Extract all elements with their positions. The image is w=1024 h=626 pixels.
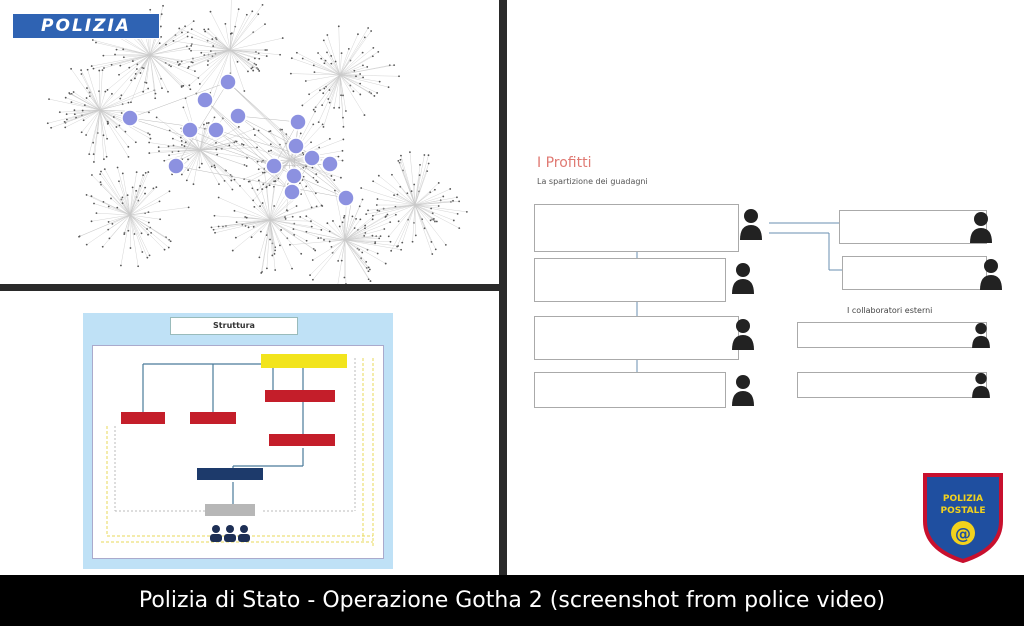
network-hub-node [168,158,184,174]
badge-at-symbol: @ [955,524,971,543]
role-card-collab-2 [797,372,987,398]
network-hub-node [122,110,138,126]
role-card-mentor [534,316,739,360]
person-icon [740,208,762,240]
network-hub-node [182,122,198,138]
network-hub-node [288,138,304,154]
person-icon [970,211,992,243]
structure-diagram-panel [0,291,499,575]
network-hub-node [304,150,320,166]
polizia-postale-badge [921,471,1005,563]
video-caption: Polizia di Stato - Operazione Gotha 2 (screenshot from police video) [0,575,1024,626]
person-icon [980,258,1002,290]
person-icon [732,374,754,406]
role-box-red-2 [190,412,236,424]
person-icon [972,372,990,398]
network-graph [0,0,499,284]
role-box-red-3 [265,390,335,402]
role-card-broker [842,256,987,290]
network-hub-node [197,92,213,108]
network-hub-node [290,114,306,130]
role-card-admin [534,258,726,302]
network-edges [47,0,468,284]
role-box-red-4 [269,434,335,446]
network-hub-node [322,156,338,172]
role-card-tecnico [839,210,987,244]
role-box-gray [205,504,255,516]
network-hub-node [220,74,236,90]
polizia-logo: POLIZIA [12,13,160,39]
role-box-navy [197,468,263,480]
profits-title: I Profitti [537,155,592,171]
collaborators-header: I collaboratori esterni [847,306,933,315]
profits-subtitle: La spartizione dei guadagni [537,177,648,186]
structure-title: Struttura [170,317,298,335]
network-hub-node [284,184,300,200]
structure-chart [92,345,384,559]
network-hub-node [266,158,282,174]
role-box-red-1 [121,412,165,424]
badge-line1: POLIZIA [942,494,984,504]
network-hub-node [208,122,224,138]
network-graph-panel [0,0,499,284]
profits-slide-panel [507,0,1024,575]
person-icon [972,322,990,348]
users-group-icon [208,524,252,542]
role-card-collab-1 [797,322,987,348]
role-box-top [261,354,347,368]
role-card-boss [534,204,739,252]
network-hub-node [286,168,302,184]
network-hub-node [230,108,246,124]
badge-line2: POSTALE [940,506,986,516]
role-card-reseller [534,372,726,408]
person-icon [732,318,754,350]
network-hub-node [338,190,354,206]
person-icon [732,262,754,294]
